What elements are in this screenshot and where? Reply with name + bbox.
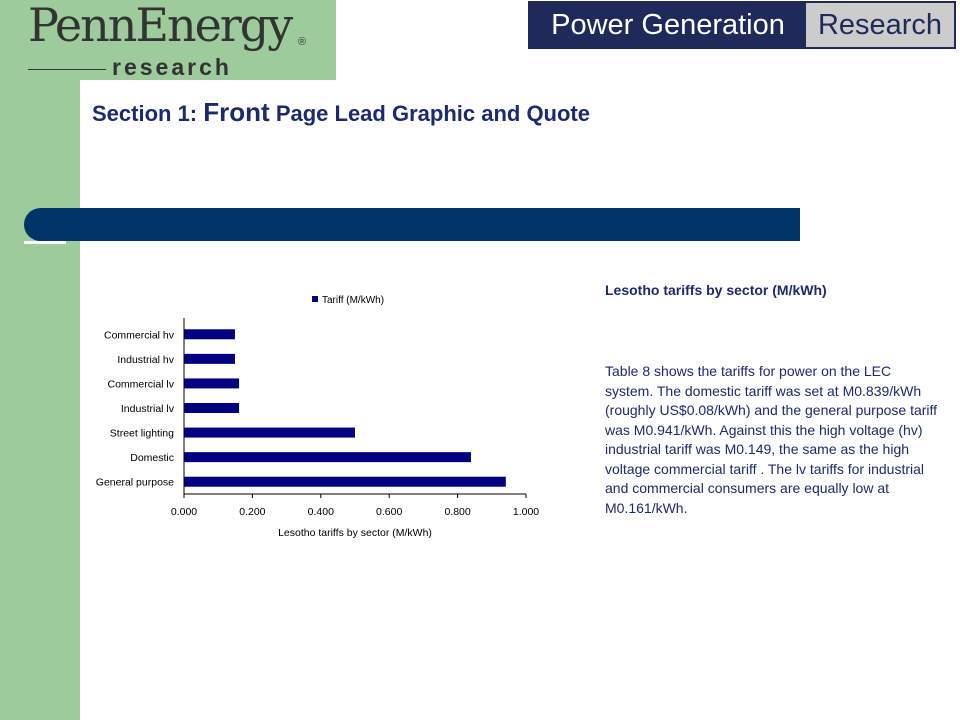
logo-underline	[28, 69, 106, 70]
side-panel-body: Table 8 shows the tariffs for power on the LEC system. The domestic tariff was set at M0.839/kWh (roughly US$0.08/kWh) and the general purpose tariff was M0.941/kWh. Against this the high voltage (hv) industrial tariff was M0.149, the same as the high voltage commercial tariff . The lv tariffs for industrial and commercial consumers are equally low at M0.161/kWh.	[605, 363, 938, 516]
category-label-6: General purpose	[95, 476, 174, 489]
page-title	[92, 97, 590, 128]
x-tick-label-3: 0.600	[376, 506, 403, 518]
category-label-5: Domestic	[130, 452, 174, 465]
legend-label: Tariff (M/kWh)	[322, 295, 385, 306]
divider-notch	[24, 241, 66, 244]
logo-wordmark: PennEnergy	[28, 0, 292, 52]
title-prefix: Section 1:	[92, 101, 198, 126]
power-generation-research-banner	[528, 1, 956, 49]
x-tick-label-5: 1.000	[512, 506, 540, 518]
banner-left-text: Power Generation	[530, 3, 806, 47]
category-label-0: Commercial hv	[103, 329, 174, 342]
pennenergy-logo	[0, 0, 336, 80]
legend-swatch	[312, 296, 318, 302]
tariff-bar-chart-svg	[78, 282, 558, 544]
bar-1	[184, 354, 235, 364]
left-green-band	[0, 0, 80, 720]
bar-4	[184, 428, 355, 438]
category-label-2: Commercial lv	[107, 378, 174, 391]
banner-right-text: Research	[806, 3, 954, 47]
side-panel-title: Lesotho tariffs by sector (M/kWh)	[605, 282, 827, 298]
title-emphasis: Front	[203, 97, 270, 127]
tariff-chart	[78, 282, 558, 544]
logo-subtitle: research	[112, 54, 232, 80]
x-tick-label-1: 0.200	[239, 506, 266, 518]
section-divider-bar	[24, 208, 800, 241]
bar-0	[184, 329, 235, 339]
x-tick-label-0: 0.000	[170, 506, 198, 518]
title-suffix: Page Lead Graphic and Quote	[275, 101, 590, 126]
category-label-3: Industrial lv	[120, 403, 174, 415]
category-label-1: Industrial hv	[117, 353, 174, 366]
x-tick-label-2: 0.400	[307, 506, 334, 518]
x-tick-label-4: 0.800	[444, 506, 471, 518]
x-axis-title: Lesotho tariffs by sector (M/kWh)	[278, 527, 432, 539]
bar-5	[184, 452, 471, 462]
category-label-4: Street lighting	[109, 427, 174, 440]
bar-2	[184, 378, 239, 388]
logo-registered-mark: ®	[298, 36, 307, 48]
bar-3	[184, 403, 239, 413]
bar-6	[184, 477, 506, 487]
